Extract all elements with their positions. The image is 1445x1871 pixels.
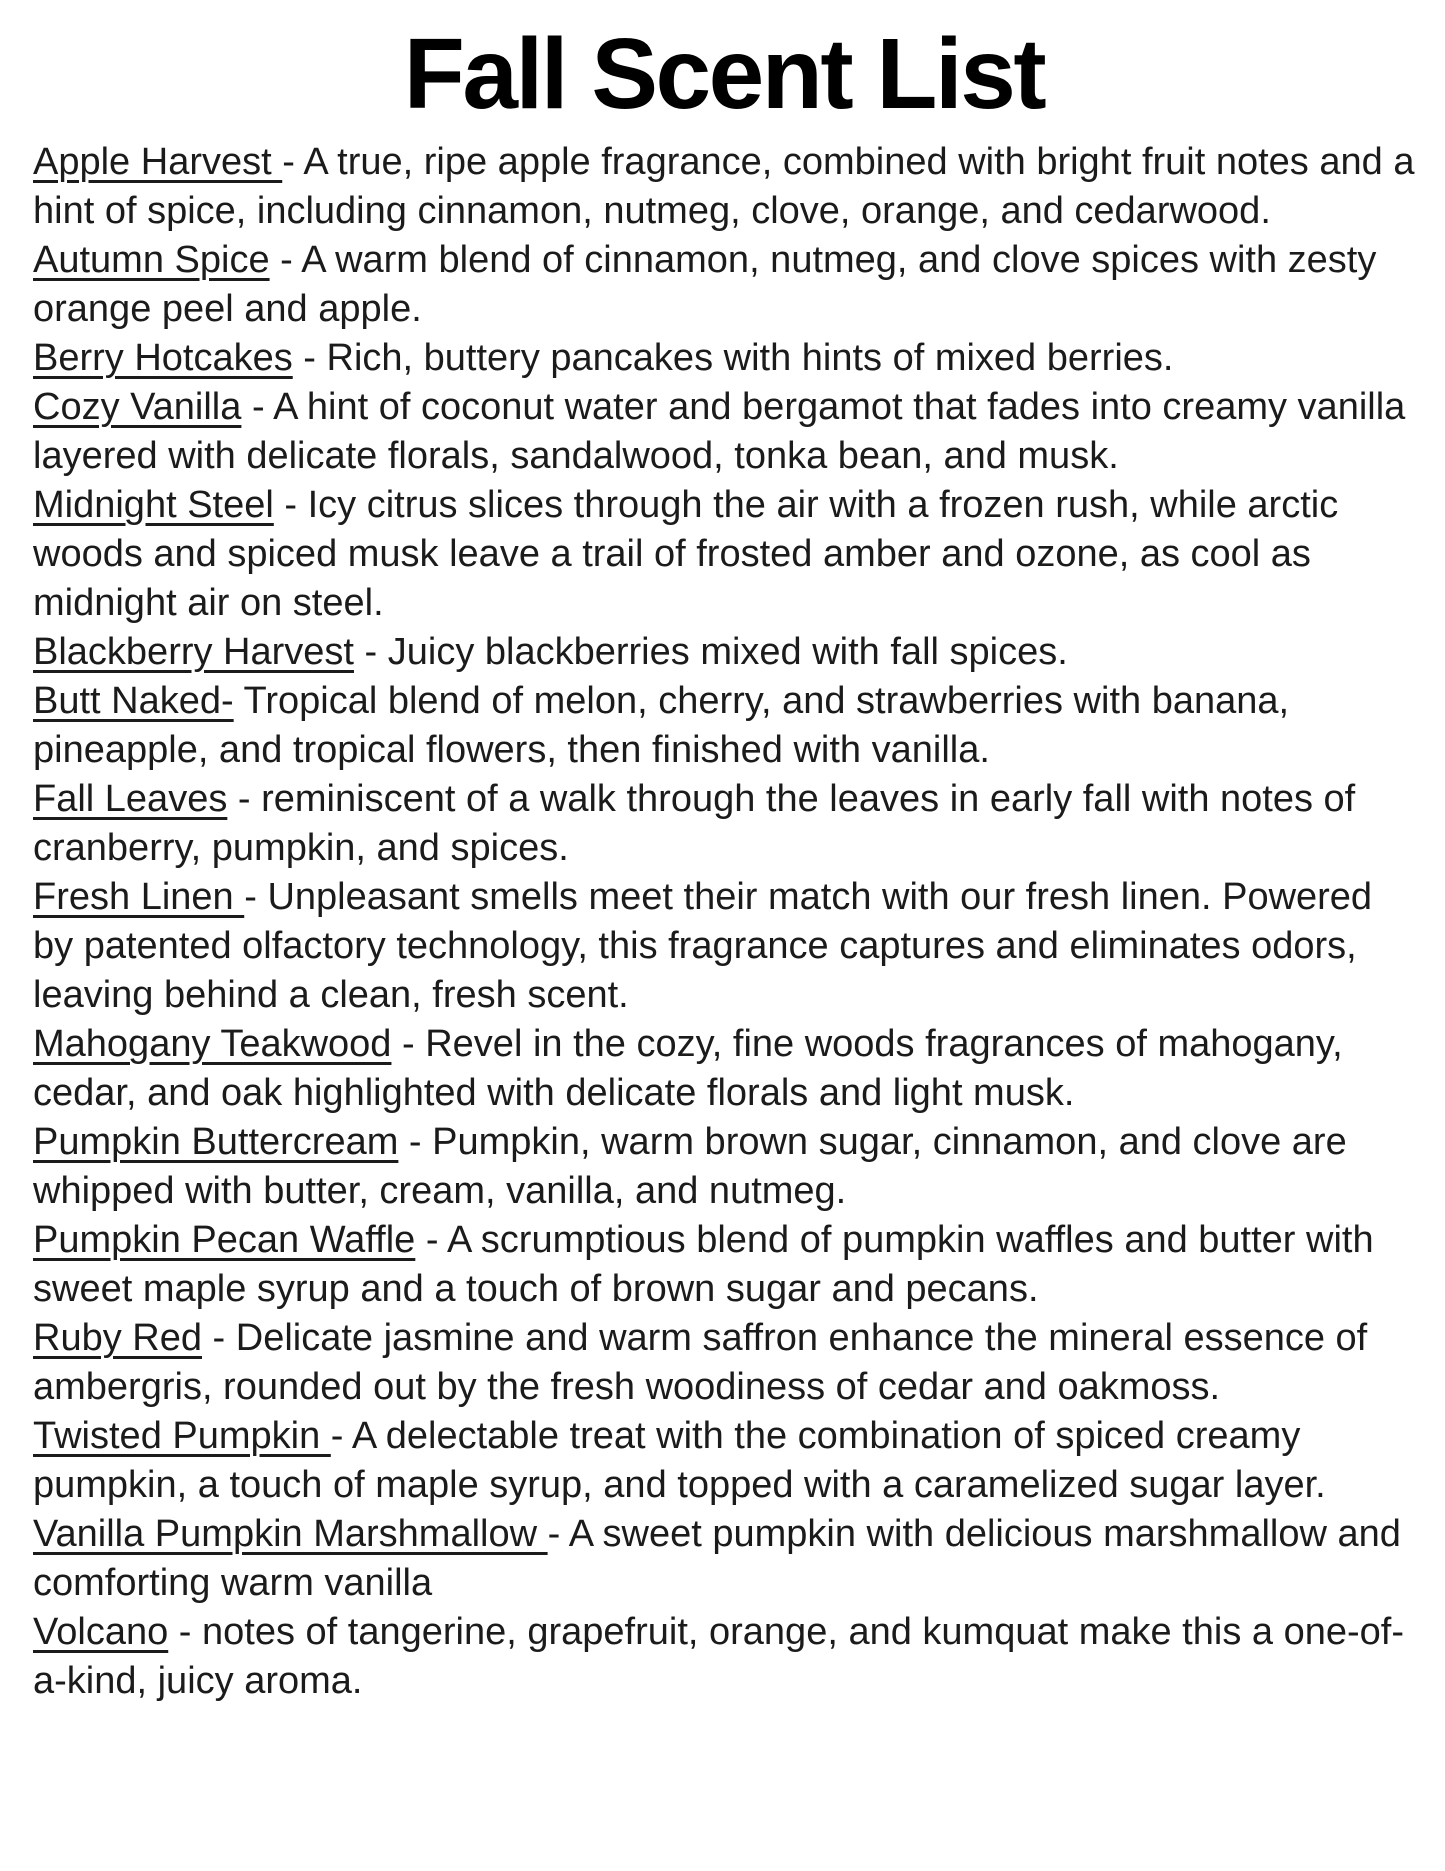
scent-separator: - bbox=[330, 1415, 352, 1457]
scent-description: Icy citrus slices through the air with a frozen rush, while arctic woods and spiced musk leave a trail of frosted amber and ozone, as cool as midnight air on steel. bbox=[33, 484, 1349, 624]
scent-name: Ruby Red bbox=[33, 1317, 202, 1359]
scent-description: Pumpkin, warm brown sugar, cinnamon, and clove are whipped with butter, cream, vanilla, and nutmeg. bbox=[33, 1121, 1358, 1212]
scent-separator: - bbox=[292, 337, 327, 379]
scent-entry bbox=[33, 383, 1415, 481]
scent-name: Butt Naked- bbox=[33, 680, 234, 722]
scent-description: notes of tangerine, grapefruit, orange, and kumquat make this a one-of-a-kind, juicy aroma. bbox=[33, 1611, 1404, 1702]
scent-entry bbox=[33, 628, 1415, 677]
scent-description: A hint of coconut water and bergamot that fades into creamy vanilla layered with delicate florals, sandalwood, tonka bean, and musk. bbox=[33, 386, 1416, 477]
scent-separator: - bbox=[269, 239, 302, 281]
scent-entry bbox=[33, 1314, 1415, 1412]
scent-entry bbox=[33, 236, 1415, 334]
scent-name: Volcano bbox=[33, 1611, 169, 1653]
scent-name: Autumn Spice bbox=[33, 239, 270, 281]
scent-separator: - bbox=[353, 631, 388, 673]
scent-separator: - bbox=[241, 386, 274, 428]
scent-description: Delicate jasmine and warm saffron enhance the mineral essence of ambergris, rounded out by the fresh woodiness of cedar and oakmoss. bbox=[33, 1317, 1378, 1408]
scent-name: Vanilla Pumpkin Marshmallow bbox=[33, 1513, 548, 1555]
scent-separator: - bbox=[547, 1513, 569, 1555]
scent-separator: - bbox=[201, 1317, 236, 1359]
scent-entry bbox=[33, 481, 1415, 628]
scent-description: A sweet pumpkin with delicious marshmallow and comforting warm vanilla bbox=[33, 1513, 1412, 1604]
scent-description: A true, ripe apple fragrance, combined with bright fruit notes and a hint of spice, including cinnamon, nutmeg, clove, orange, and cedarwood. bbox=[33, 141, 1426, 232]
scent-name: Pumpkin Pecan Waffle bbox=[33, 1219, 416, 1261]
scent-name: Apple Harvest bbox=[33, 141, 283, 183]
scent-list bbox=[33, 138, 1426, 1706]
scent-description: Juicy blackberries mixed with fall spices. bbox=[387, 631, 1068, 673]
scent-separator: - bbox=[168, 1611, 203, 1653]
scent-entry bbox=[33, 334, 1415, 383]
scent-name: Cozy Vanilla bbox=[33, 386, 242, 428]
page-title: Fall Scent List bbox=[403, 18, 1045, 130]
scent-description: A scrumptious blend of pumpkin waffles and butter with sweet maple syrup and a touch of brown sugar and pecans. bbox=[33, 1219, 1385, 1310]
scent-description: Unpleasant smells meet their match with our fresh linen. Powered by patented olfactory technology, this fragrance captures and eliminates odors, leaving behind a clean, fresh scent. bbox=[33, 876, 1383, 1016]
scent-entry bbox=[33, 138, 1426, 236]
scent-description: reminiscent of a walk through the leaves in early fall with notes of cranberry, pumpkin, and spices. bbox=[33, 778, 1366, 869]
scent-name: Twisted Pumpkin bbox=[33, 1415, 331, 1457]
scent-separator: - bbox=[244, 876, 268, 918]
scent-separator: - bbox=[398, 1121, 433, 1163]
scent-separator: - bbox=[227, 778, 262, 820]
scent-entry bbox=[33, 775, 1415, 873]
scent-separator: - bbox=[273, 484, 308, 526]
scent-entry bbox=[33, 1608, 1415, 1706]
scent-name: Mahogany Teakwood bbox=[33, 1023, 392, 1065]
scent-entry bbox=[33, 1412, 1415, 1510]
scent-entry bbox=[33, 677, 1415, 775]
scent-name: Fresh Linen bbox=[33, 876, 245, 918]
scent-name: Blackberry Harvest bbox=[33, 631, 354, 673]
scent-entry bbox=[33, 1020, 1415, 1118]
scent-separator: - bbox=[391, 1023, 426, 1065]
scent-description: Revel in the cozy, fine woods fragrances of mahogany, cedar, and oak highlighted with delicate florals and light musk. bbox=[33, 1023, 1354, 1114]
scent-separator: - bbox=[282, 141, 304, 183]
scent-name: Pumpkin Buttercream bbox=[33, 1121, 399, 1163]
scent-separator: - bbox=[415, 1219, 447, 1261]
scent-name: Midnight Steel bbox=[33, 484, 274, 526]
scent-description: A delectable treat with the combination of spiced creamy pumpkin, a touch of maple syrup, and topped with a caramelized sugar layer. bbox=[33, 1415, 1326, 1506]
scent-entry bbox=[33, 1118, 1415, 1216]
scent-description: A warm blend of cinnamon, nutmeg, and clove spices with zesty orange peel and apple. bbox=[33, 239, 1387, 330]
scent-description: Tropical blend of melon, cherry, and strawberries with banana, pineapple, and tropical flowers, then finished with vanilla. bbox=[33, 680, 1300, 771]
scent-entry bbox=[33, 1216, 1415, 1314]
scent-entry bbox=[33, 873, 1415, 1020]
scent-entry bbox=[33, 1510, 1415, 1608]
scent-name: Berry Hotcakes bbox=[33, 337, 293, 379]
scent-separator bbox=[234, 680, 244, 722]
scent-description: Rich, buttery pancakes with hints of mixed berries. bbox=[326, 337, 1174, 379]
scent-name: Fall Leaves bbox=[33, 778, 228, 820]
